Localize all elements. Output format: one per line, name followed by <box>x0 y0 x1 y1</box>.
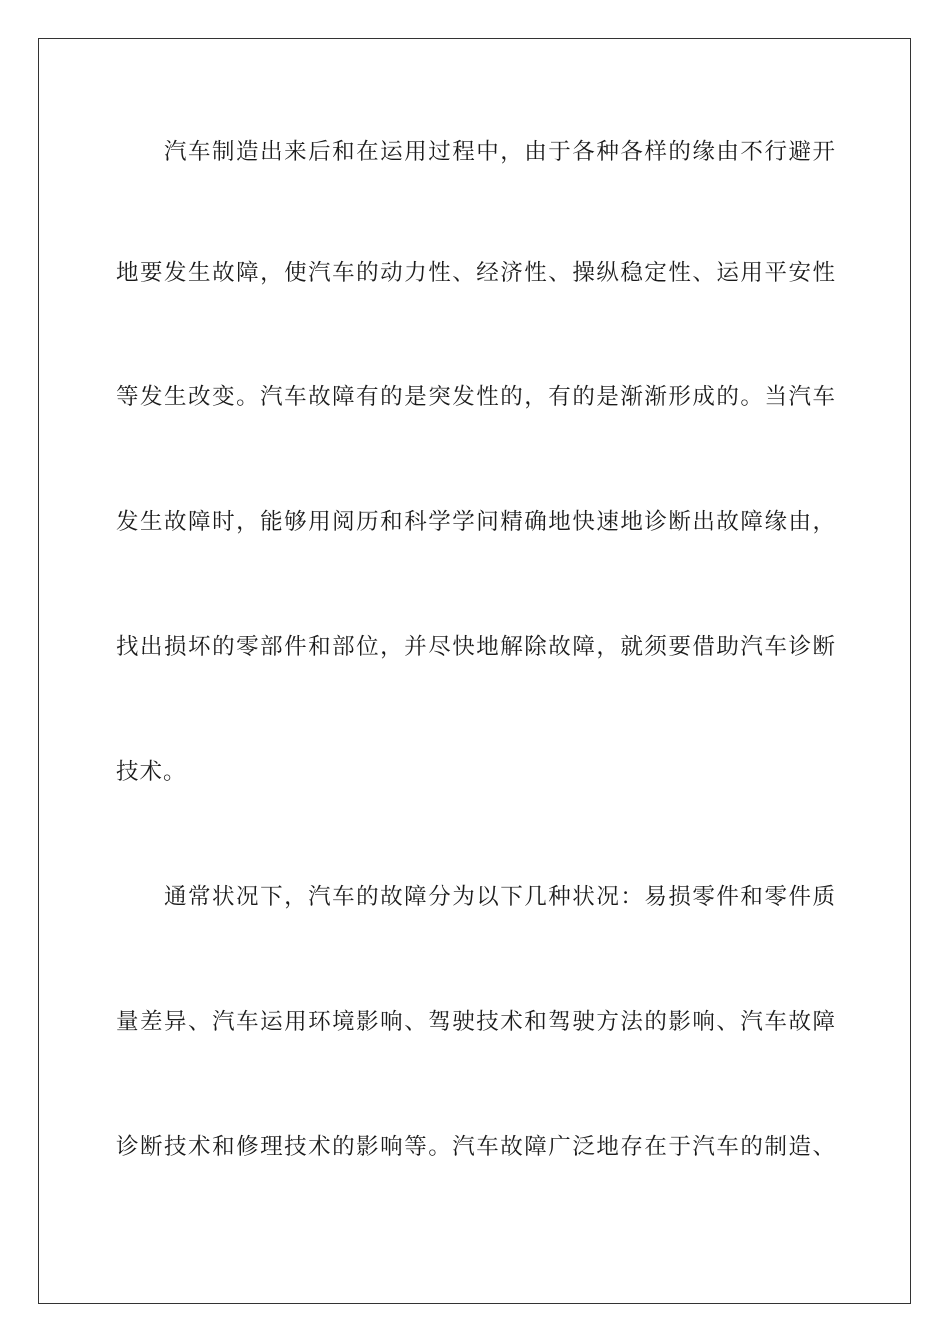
text-line: 量差异、汽车运用环境影响、驾驶技术和驾驶方法的影响、汽车故障 <box>116 1009 836 1035</box>
text-line: 地要发生故障，使汽车的动力性、经济性、操纵稳定性、运用平安性 <box>116 260 836 286</box>
text-line: 等发生改变。汽车故障有的是突发性的，有的是渐渐形成的。当汽车 <box>116 384 836 410</box>
text-line: 技术。 <box>116 759 187 785</box>
text-line: 发生故障时，能够用阅历和科学学问精确地快速地诊断出故障缘由， <box>116 509 836 535</box>
text-line: 汽车制造出来后和在运用过程中，由于各种各样的缘由不行避开 <box>164 139 836 165</box>
text-line: 诊断技术和修理技术的影响等。汽车故障广泛地存在于汽车的制造、 <box>116 1134 836 1160</box>
text-line: 通常状况下，汽车的故障分为以下几种状况：易损零件和零件质 <box>164 884 836 910</box>
text-line: 找出损坏的零部件和部位，并尽快地解除故障，就须要借助汽车诊断 <box>116 634 836 660</box>
page-border <box>38 38 911 1304</box>
